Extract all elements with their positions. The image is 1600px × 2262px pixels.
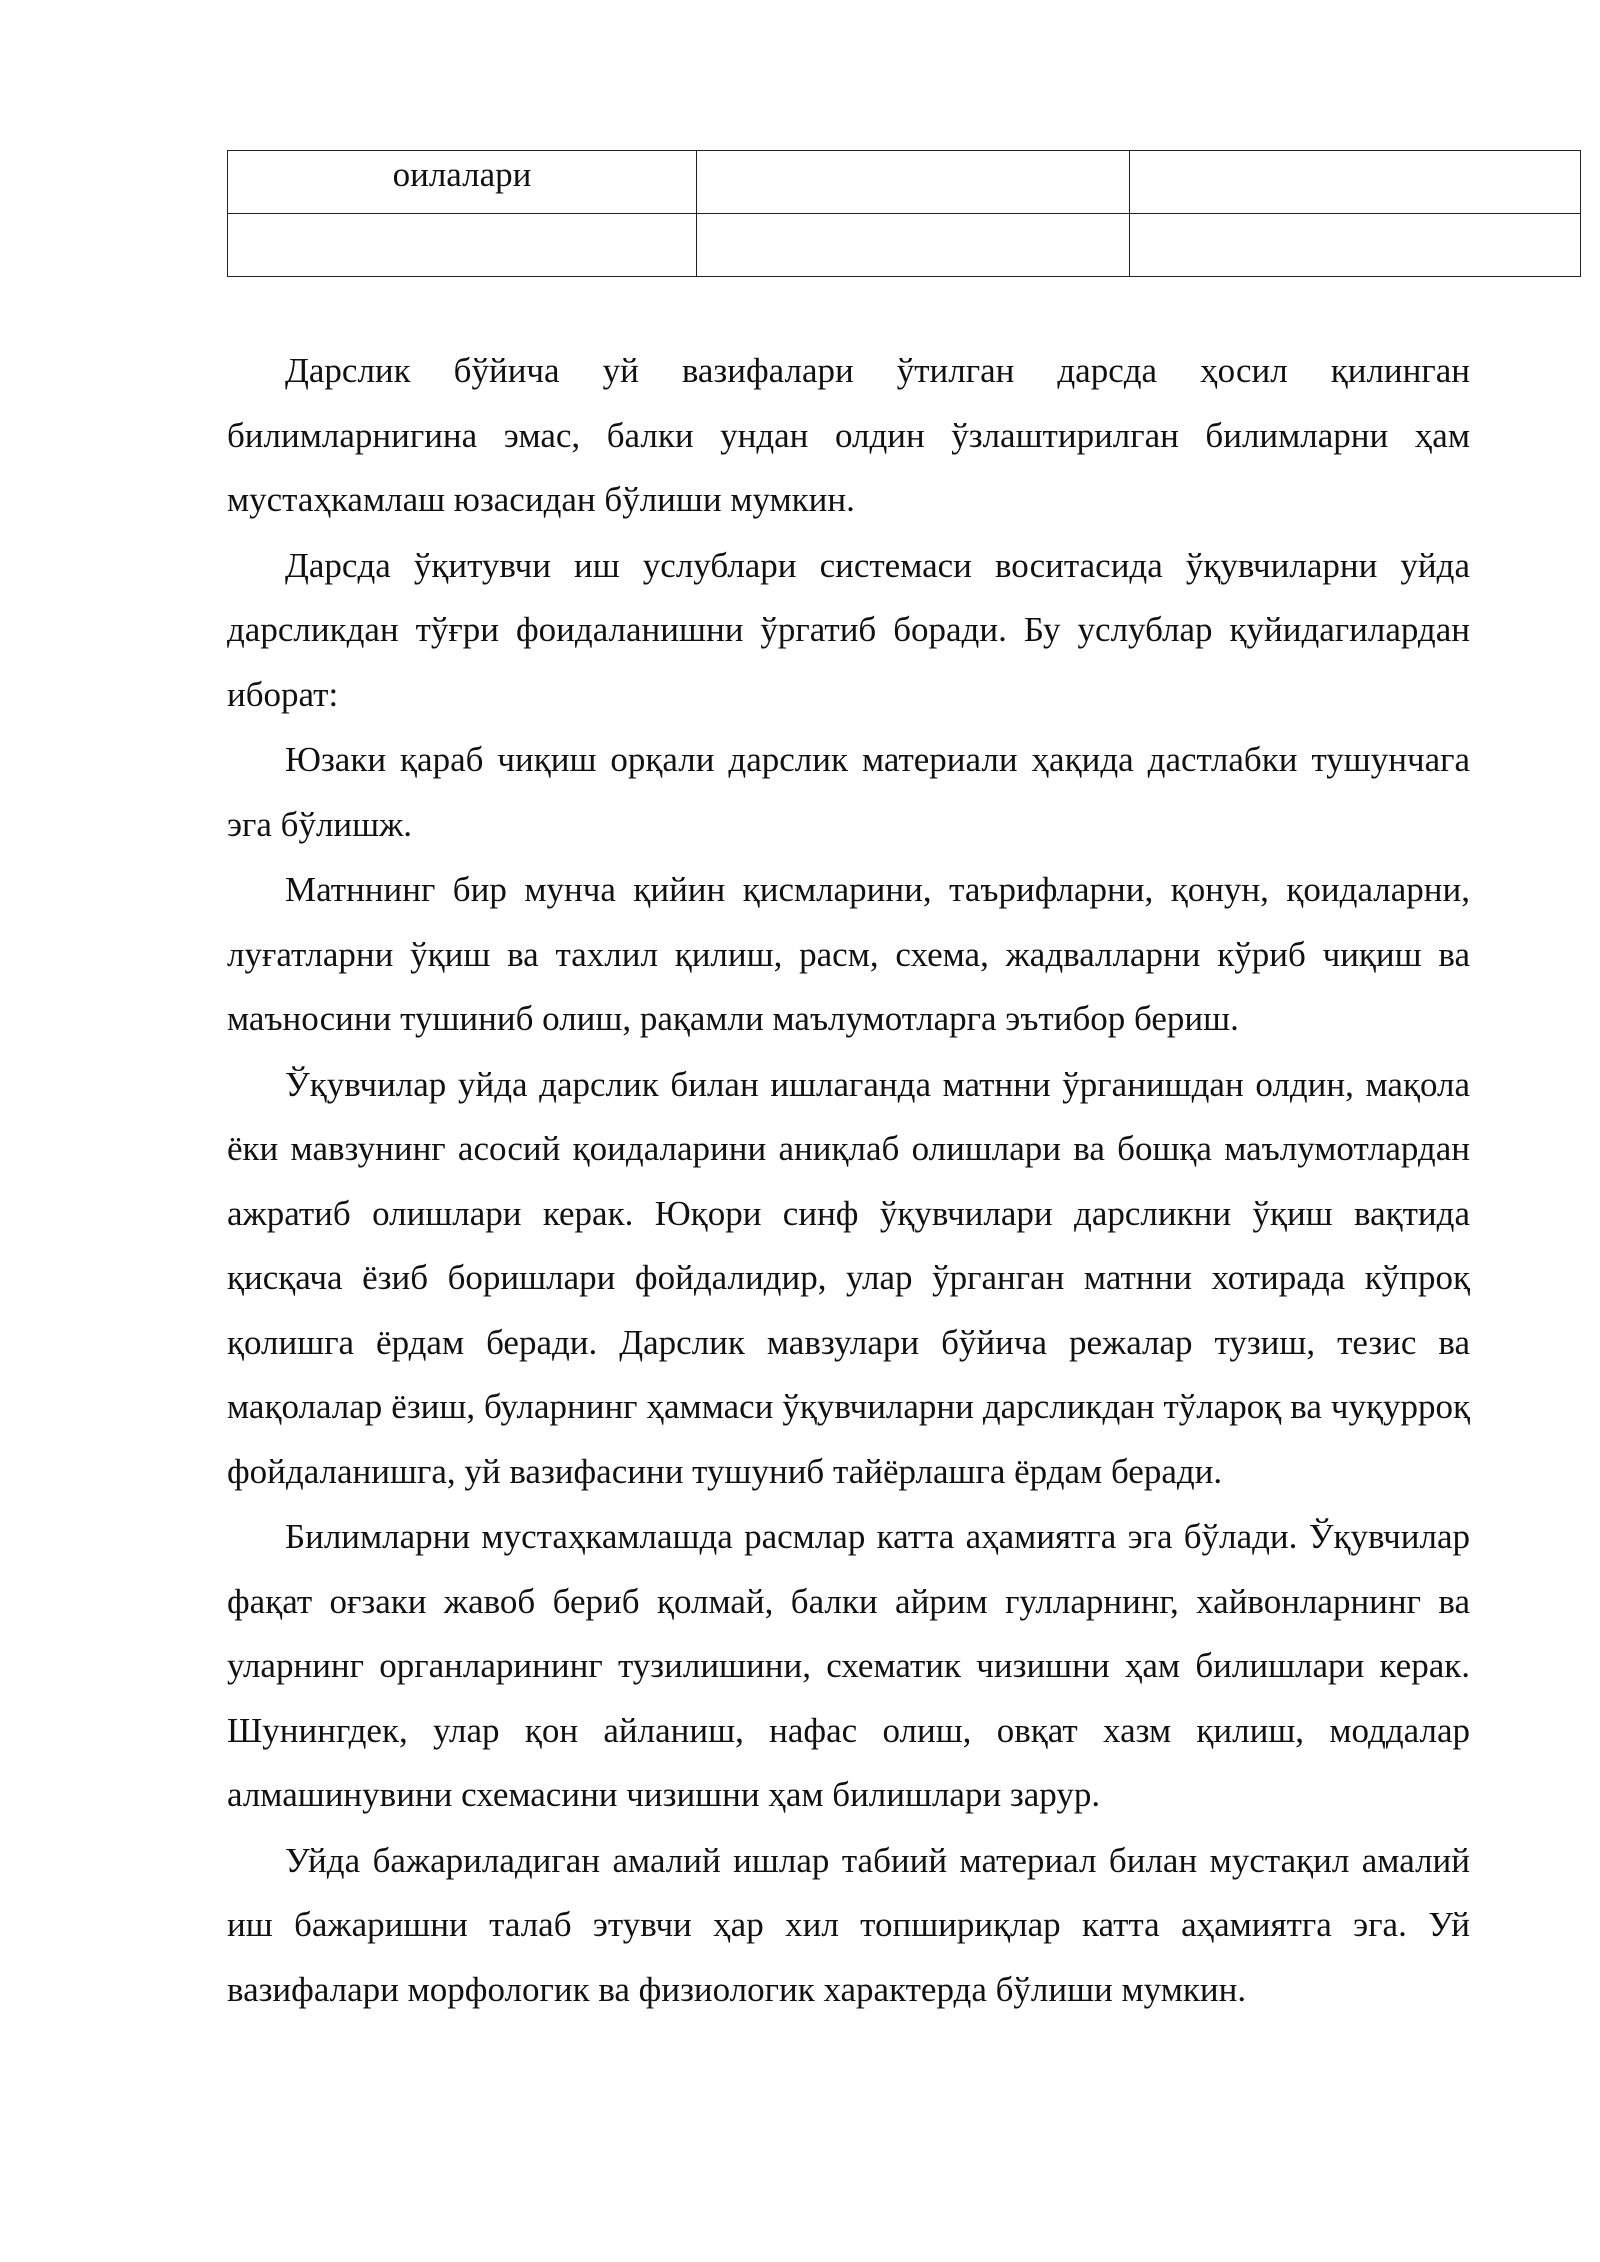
table-cell: [228, 151, 697, 214]
paragraph: Дарслик бўйича уй вазифалари ўтилган дарсда ҳосил қилинган билимларнигина эмас, балки ундан олдин ўзлаштирилган билимларни ҳам мустаҳкамлаш юзасидан бўлиши мумкин.: [227, 351, 1470, 519]
table-cell: [697, 151, 1130, 214]
paragraph: Юзаки қараб чиқиш орқали дарслик материали ҳақида дастлабки тушунчага эга бўлишж.: [227, 740, 1470, 844]
table-cell: [1130, 214, 1581, 277]
paragraph: Уйда бажариладиган амалий ишлар табиий материал билан мустақил амалий иш бажаришни талаб этувчи ҳар хил топшириқлар катта аҳамиятга эга. Уй вазифалари морфологик ва физиологик характерда бўлиши мумкин.: [227, 1840, 1470, 2009]
paragraph: Матннинг бир мунча қийин қисмларини, таърифларни, қонун, қоидаларни, луғатларни ўқиш ва тахлил қилиш, расм, схема, жадвалларни кўриб чиқиш ва маъносини тушиниб олиш, рақамли маълумотларга эътибор бериш.: [227, 870, 1470, 1038]
cell-text: оилалари: [392, 155, 532, 194]
body-text: [227, 339, 1470, 2023]
paragraph: Дарсда ўқитувчи иш услублари системаси воситасида ўқувчиларни уйда дарсликдан тўғри фоидаланишни ўргатиб боради. Бу услублар қуйидагилардан иборат:: [227, 545, 1470, 714]
table-row: [228, 151, 1581, 214]
continued-table: [227, 150, 1581, 277]
table-cell: [697, 214, 1130, 277]
paragraph: Билимларни мустаҳкамлашда расмлар катта аҳамиятга эга бўлади. Ўқувчилар фақат оғзаки жавоб бериб қолмай, балки айрим гулларнинг, хайвонларнинг ва уларнинг органларининг тузилишини, схематик чизишни ҳам билишлари керак. Шунингдек, улар қон айланиш, нафас олиш, овқат хазм қилиш, моддалар алмашинувини схемасини чизишни ҳам билишлари зарур.: [227, 1517, 1470, 1814]
table-cell: [228, 214, 697, 277]
paragraph: Ўқувчилар уйда дарслик билан ишлаганда матнни ўрганишдан олдин, мақола ёки мавзунинг асосий қоидаларини аниқлаб олишлари ва бошқа маълумотлардан ажратиб олишлари керак. Юқори синф ўқувчилари дарсликни ўқиш вақтида қисқача ёзиб боришлари фойдалидир, улар ўрганган матнни хотирада кўпроқ қолишга ёрдам беради. Дарслик мавзулари бўйича режалар тузиш, тезис ва мақолалар ёзиш, буларнинг ҳаммаси ўқувчиларни дарсликдан тўлароқ ва чуқурроқ фойдаланишга, уй вазифасини тушуниб тайёрлашга ёрдам беради.: [227, 1064, 1470, 1491]
table-cell: [1130, 151, 1581, 214]
table-row: [228, 214, 1581, 277]
